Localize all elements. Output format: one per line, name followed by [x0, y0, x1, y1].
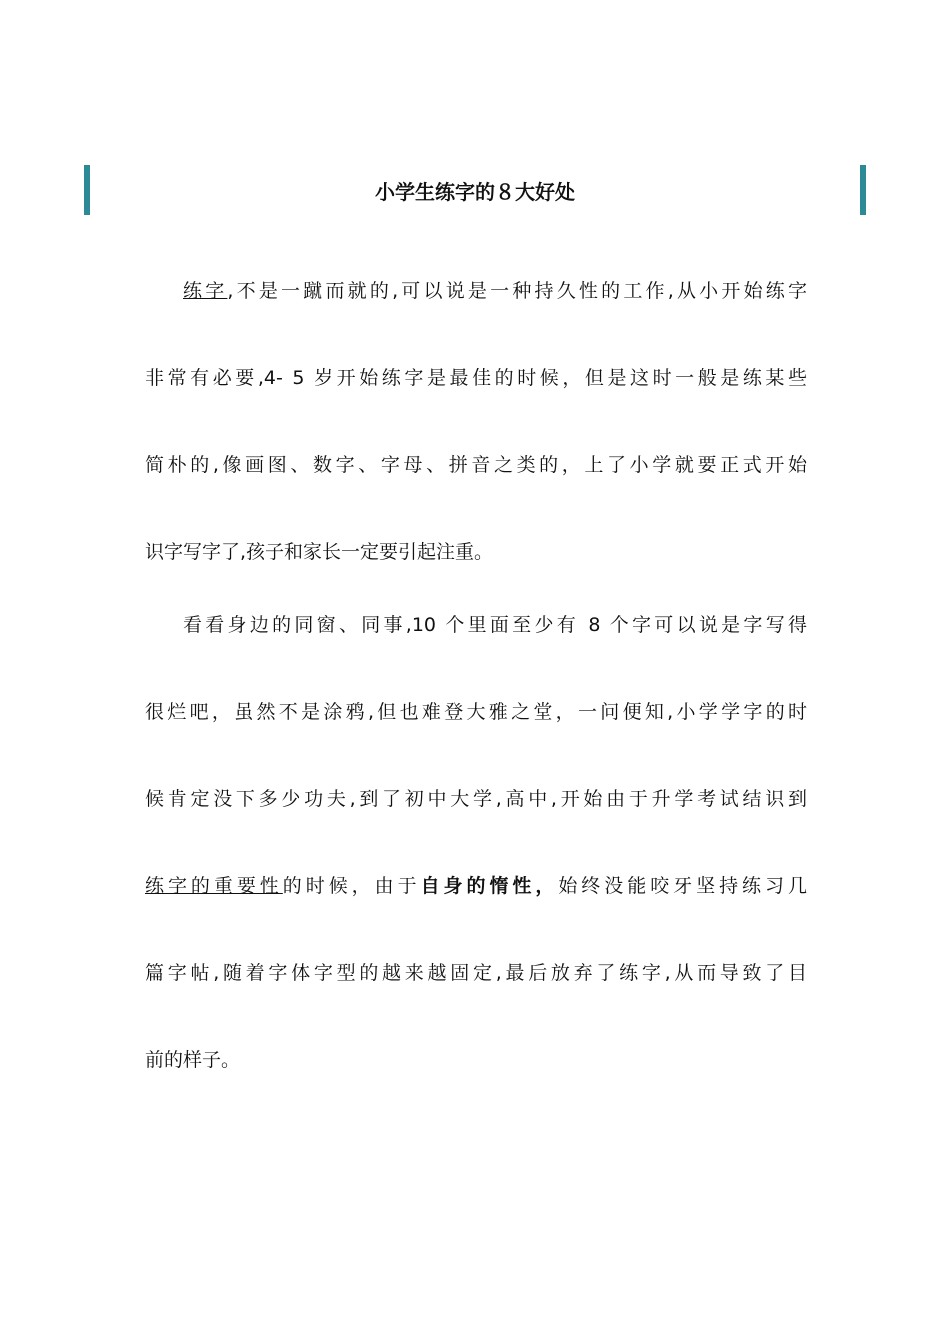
paragraph2-line2: 很烂吧，虽然不是涂鸦,但也难登大雅之堂，一问便知,小学学字的时: [145, 701, 807, 723]
paragraph2-line4-rest: 始终没能咬牙坚持练习几: [558, 875, 807, 897]
paragraph1-line4: 识字写字了,孩子和家长一定要引起注重。: [145, 541, 494, 563]
paragraph1-line3: 简朴的,像画图、数字、字母、拼音之类的，上了小学就要正式开始: [145, 454, 807, 476]
paragraph1-line2: 非常有必要,4- 5 岁开始练字是最佳的时候，但是这时一般是练某些: [145, 367, 807, 389]
paragraph1-line1: [183, 276, 807, 306]
paragraph2-line6: 前的样子。: [145, 1049, 241, 1071]
paragraph2-line3: 候肯定没下多少功夫,到了初中大学,高中,开始由于升学考试结识到: [145, 788, 807, 810]
paragraph1-line1-text: ,不是一蹴而就的,可以说是一种持久性的工作,从小开始练字: [227, 280, 807, 302]
paragraph2-line4: [145, 871, 807, 901]
importance-link[interactable]: 练字的重要性: [145, 875, 283, 897]
paragraph2-line1: 看看身边的同窗、同事,10 个里面至少有 8 个字可以说是字写得: [183, 614, 807, 636]
paragraph2-line5: 篇字帖,随着字体字型的越来越固定,最后放弃了练字,从而导致了目: [145, 962, 807, 984]
paragraph2-line4-bold: 自身的惰性，: [420, 875, 559, 897]
document-title: 小学生练字的８大好处: [375, 180, 575, 204]
paragraph2-line4-mid: 的时候，由于: [282, 875, 421, 897]
lianzi-link[interactable]: 练字: [183, 280, 228, 302]
